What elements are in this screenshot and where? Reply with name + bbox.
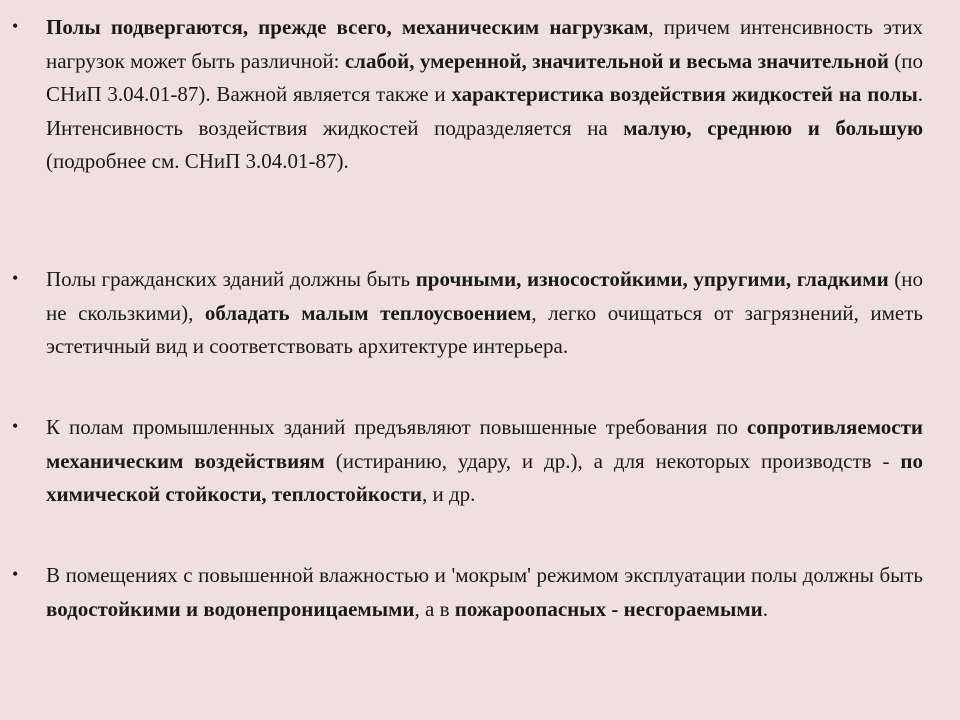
plain-text: Полы гражданских зданий должны быть <box>46 267 416 291</box>
plain-text: , легко очищаться от загрязнений, иметь эстетичный вид и соответствовать архитектуре интерьера. <box>46 300 924 359</box>
bullet-item <box>12 263 924 364</box>
bold-text: Полы подвергаются, прежде всего, механическим нагрузкам <box>46 15 649 39</box>
plain-text: . Интенсивность воздействия жидкостей подразделяется на <box>46 82 923 140</box>
bullet-marker: • <box>12 564 19 584</box>
bold-text: малую, среднюю и большую <box>623 115 923 140</box>
bullet-text <box>46 267 923 358</box>
plain-text: , причем интенсивность этих нагрузок может быть различной: <box>46 15 923 73</box>
bold-text: слабой, умеренной, значительной и весьма значительной <box>344 48 889 73</box>
bullet-text <box>46 563 923 621</box>
plain-text: (но не скользкими), <box>46 267 923 325</box>
bold-text: по химической стойкости, теплостойкости <box>46 448 923 507</box>
plain-text: К полам промышленных зданий предъявляют повышенные требования по <box>46 415 747 439</box>
bullet-marker: • <box>12 416 19 436</box>
bullet-item <box>12 411 923 512</box>
bold-text: прочными, износостойкими, упругими, гладкими <box>415 267 889 291</box>
plain-text: . <box>762 596 769 621</box>
bold-text: водостойкими и водонепроницаемыми <box>46 596 415 621</box>
bold-text: пожароопасных - несгораемыми <box>454 596 763 621</box>
plain-text: (по СНиП 3.04.01-87). Важной является также и <box>46 48 924 107</box>
plain-text: (истиранию, удару, и др.), а для некоторых производств - <box>324 448 901 473</box>
bullet-marker: • <box>12 268 19 288</box>
bullet-text <box>46 15 923 173</box>
bullet-item <box>12 11 924 179</box>
plain-text: В помещениях с повышенной влажностью и 'мокрым' режимом эксплуатации полы должны быть <box>46 563 923 587</box>
bold-text: характеристика воздействия жидкостей на полы <box>451 82 918 107</box>
plain-text: (подробнее см. СНиП 3.04.01-87). <box>46 149 349 174</box>
bold-text: сопротивляемости механическим воздействиям <box>46 415 923 473</box>
bold-text: обладать малым теплоусвоением <box>204 300 532 325</box>
plain-text: , а в <box>414 596 455 621</box>
plain-text: , и др. <box>421 482 476 507</box>
bullet-item <box>12 559 923 626</box>
bullet-marker: • <box>12 16 19 36</box>
bullet-text <box>46 415 923 506</box>
